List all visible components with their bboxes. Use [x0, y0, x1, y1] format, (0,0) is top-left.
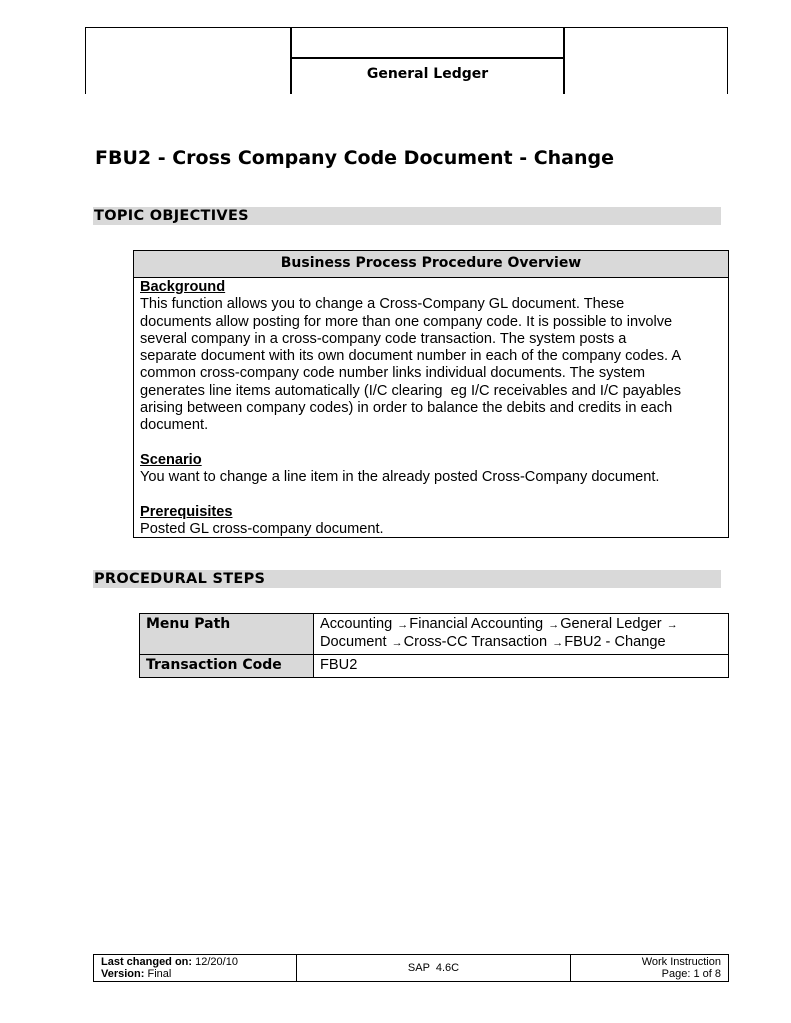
menu-path-step: Cross-CC Transaction: [403, 634, 548, 650]
footer-right: [571, 955, 729, 982]
menu-path-value: [314, 614, 729, 655]
background-line: This function allows you to change a Cross-Company GL document. These: [140, 296, 625, 313]
scenario-text: You want to change a line item in the already posted Cross-Company document.: [140, 469, 660, 486]
background-line: document.: [140, 417, 209, 434]
background-line: several company in a cross-company code transaction. The system posts a: [140, 330, 627, 347]
scenario-label: Scenario: [140, 451, 202, 468]
menu-path-label: Menu Path: [140, 614, 314, 655]
background-line: separate document with its own document number in each of the company codes. A: [140, 348, 682, 365]
header-divider-right: [563, 27, 565, 94]
background-label: Background: [140, 279, 226, 295]
last-changed-value: 12/20/10: [195, 956, 238, 968]
footer-system: SAP 4.6C: [407, 962, 460, 974]
steps-table: [139, 613, 729, 678]
menu-path-step: General Ledger: [560, 616, 662, 632]
transaction-code-label: Transaction Code: [140, 655, 314, 678]
menu-path-line-1: [320, 616, 722, 634]
header-divider-left: [290, 27, 292, 94]
page-header: [0, 0, 791, 95]
document-title: FBU2 - Cross Company Code Document - Change: [95, 147, 614, 169]
page-footer: [93, 954, 729, 982]
overview-box-title: Business Process Procedure Overview: [134, 251, 728, 278]
header-right-border: [727, 27, 728, 94]
version-label: Version:: [101, 968, 145, 980]
footer-doc-type: Work Instruction: [641, 956, 721, 968]
overview-body: [134, 278, 728, 538]
arrow-right-icon: →: [548, 619, 560, 631]
footer-page-number: Page: 1 of 8: [661, 968, 721, 980]
header-title: General Ledger: [366, 66, 489, 82]
header-top-border: [85, 27, 728, 28]
topic-objectives-heading: TOPIC OBJECTIVES: [93, 207, 721, 225]
menu-path-line-2: [320, 634, 722, 652]
arrow-right-icon: →: [391, 637, 403, 649]
procedural-steps-heading: PROCEDURAL STEPS: [93, 570, 721, 588]
transaction-code-row: [140, 655, 729, 678]
background-line: generates line items automatically (I/C clearing eg I/C receivables and I/C payables: [140, 382, 682, 399]
transaction-code-value: FBU2: [314, 655, 729, 678]
background-line: arising between company codes) in order to balance the debits and credits in each: [140, 400, 673, 417]
menu-path-step: Accounting: [320, 616, 393, 632]
menu-path-step: FBU2 - Change: [564, 634, 666, 650]
arrow-right-icon: →: [552, 637, 564, 649]
footer-center: [297, 955, 571, 982]
version-value: Final: [147, 968, 172, 980]
header-left-border: [85, 27, 86, 94]
background-line: common cross-company code number links individual documents. The system: [140, 365, 646, 382]
prerequisites-text: Posted GL cross-company document.: [140, 521, 384, 538]
last-changed-label: Last changed on:: [101, 956, 193, 968]
arrow-right-icon: →: [397, 619, 409, 631]
header-middle-rule: [290, 57, 565, 59]
menu-path-step: Financial Accounting: [409, 616, 544, 632]
prerequisites-label: Prerequisites: [140, 503, 233, 520]
overview-box: [133, 250, 729, 538]
menu-path-row: [140, 614, 729, 655]
footer-left: [94, 955, 297, 982]
menu-path-step: Document: [320, 634, 387, 650]
background-line: documents allow posting for more than one company code. It is possible to involve: [140, 313, 673, 330]
arrow-right-icon: →: [666, 619, 678, 631]
